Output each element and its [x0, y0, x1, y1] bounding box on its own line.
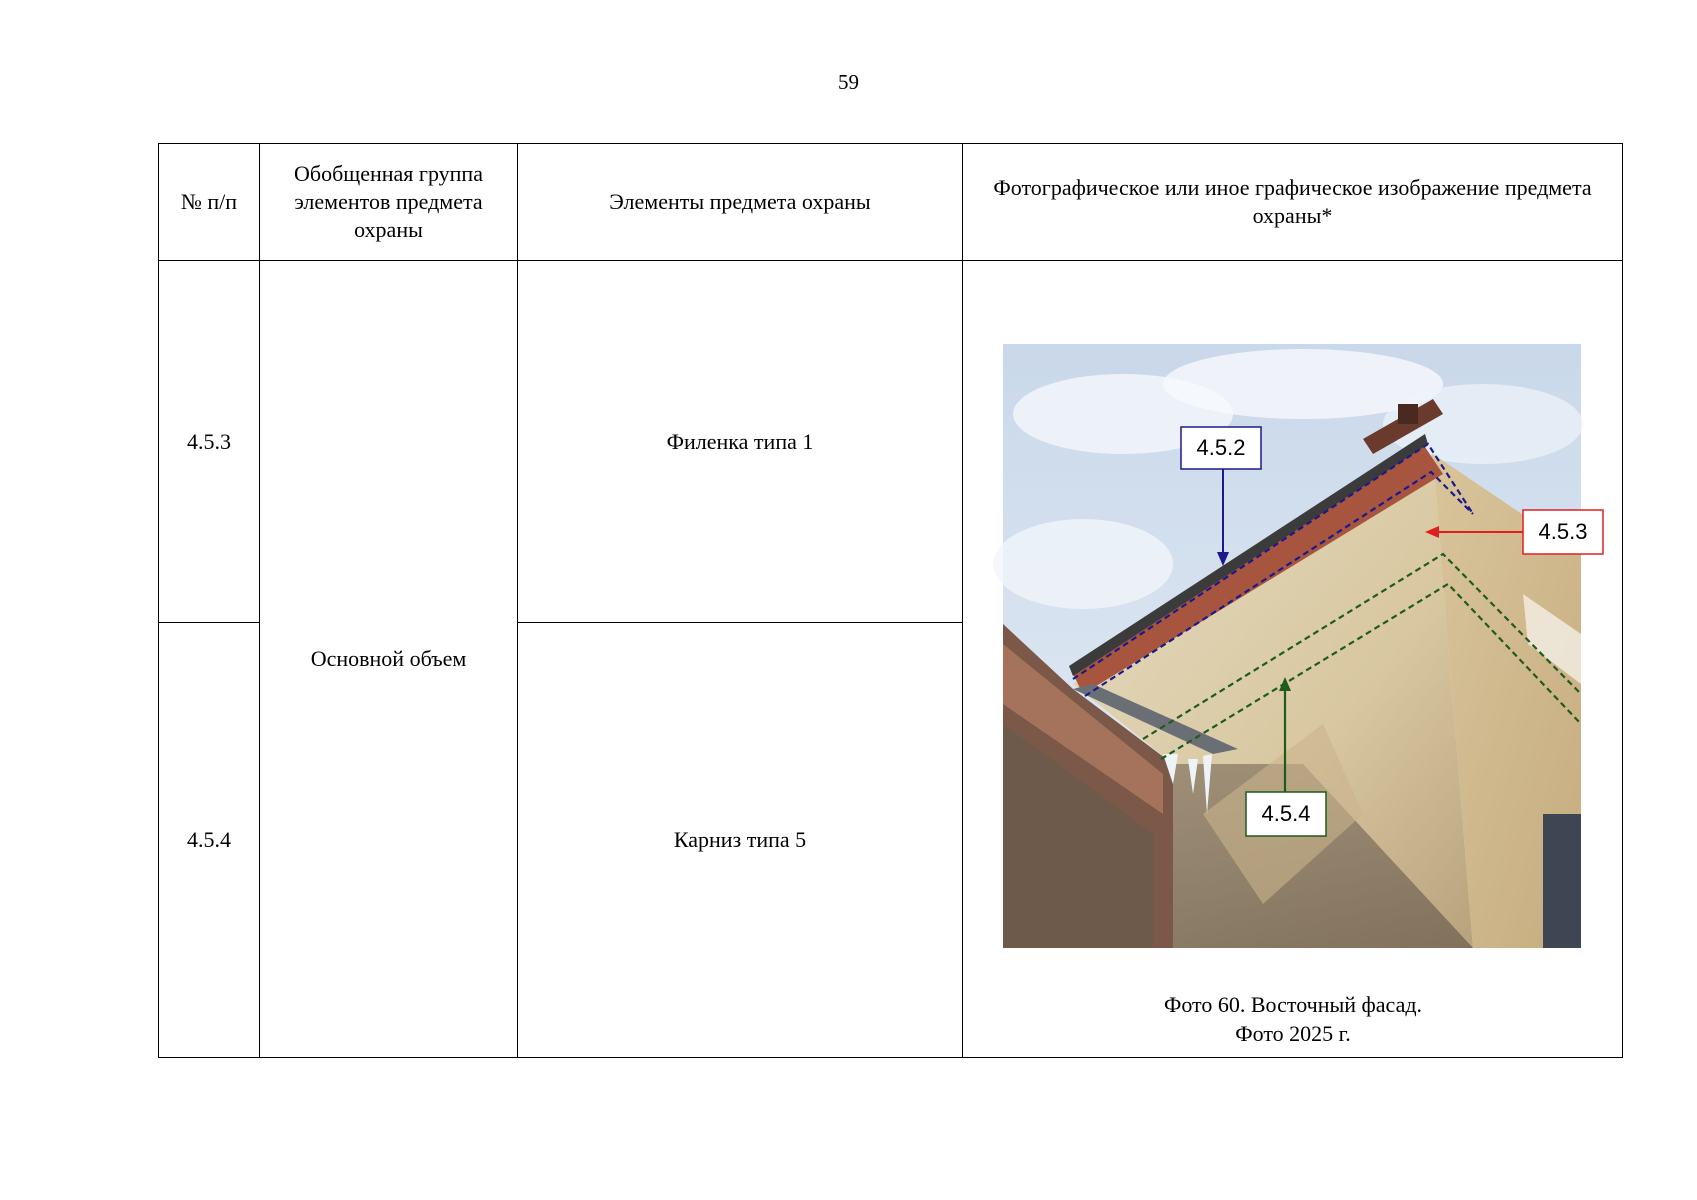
header-photo: Фотографическое или иное графическое изображение предмета охраны* [963, 144, 1623, 261]
facade-photo-image [1003, 344, 1588, 948]
caption-line-2: Фото 2025 г. [1235, 1021, 1351, 1046]
row-element: Филенка типа 1 [518, 261, 963, 623]
header-elements: Элементы предмета охраны [518, 144, 963, 261]
page-number: 59 [838, 70, 859, 94]
table-row [159, 261, 1623, 623]
row-num: 4.5.4 [159, 623, 260, 1058]
row-num: 4.5.3 [159, 261, 260, 623]
group-name: Основной объем [260, 261, 518, 1058]
photo-cell [963, 261, 1623, 1058]
caption-line-1: Фото 60. Восточный фасад. [1163, 992, 1423, 1017]
facade-photo [1003, 344, 1588, 948]
callout-4-5-3-label: 4.5.3 [1538, 519, 1588, 544]
photo-caption [963, 990, 1623, 1048]
table-header-row [159, 144, 1623, 261]
row-element: Карниз типа 5 [518, 623, 963, 1058]
header-group: Обобщенная группа элементов предмета охраны [260, 144, 518, 261]
header-num: № п/п [159, 144, 260, 261]
callout-4-5-2-label: 4.5.2 [1196, 435, 1246, 460]
heritage-elements-table [158, 143, 1623, 1058]
callout-4-5-4-label: 4.5.4 [1261, 801, 1311, 826]
